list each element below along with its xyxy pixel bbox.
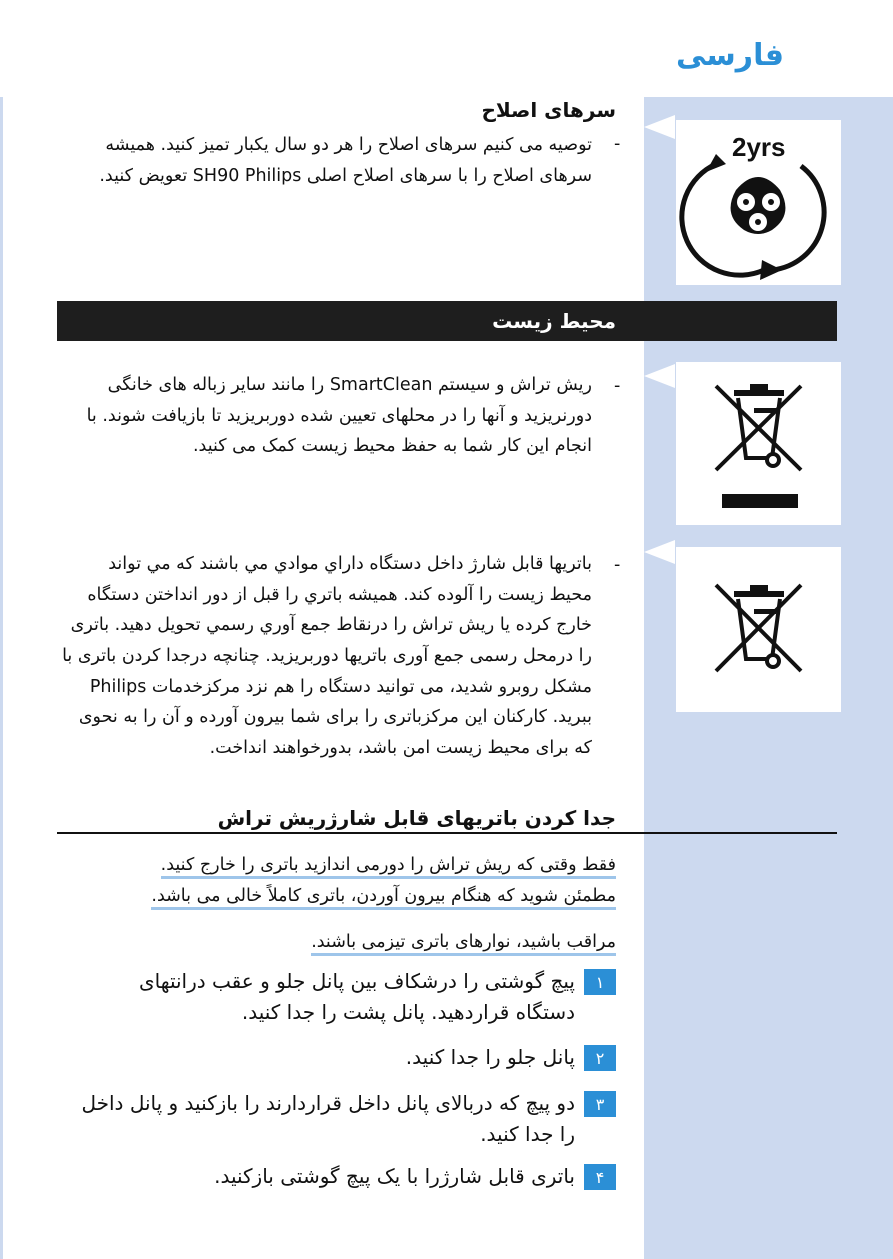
warning-text: مراقب باشید، نوارهای باتری تیزمی باشند. bbox=[311, 932, 616, 956]
pointer-arrow bbox=[644, 115, 675, 139]
warning-sharp-strips bbox=[56, 928, 616, 958]
weee-illustration-1 bbox=[676, 362, 841, 525]
years-label: 2yrs bbox=[732, 132, 786, 162]
step-text: باتری قابل شارژرا با یک پیچ گوشتی بازکنید. bbox=[214, 1164, 575, 1188]
replace-heads-illustration bbox=[676, 120, 841, 285]
heads-cycle-icon bbox=[676, 120, 841, 285]
environment-item-1: ریش تراش و سیستم SmartClean را مانند سایر زباله های خانگی دورنریزید و آنها را در محلهای تعیین شده دوربریزید تا بازیافت شوند. با انجام این کار شما به حفظ محیط زیست کمک می کنید. bbox=[86, 375, 592, 457]
step-text: پانل جلو را جدا کنید. bbox=[405, 1045, 575, 1069]
section-rule bbox=[57, 832, 837, 834]
step-number: ۴ bbox=[584, 1164, 616, 1190]
warning-remove-only-disposal bbox=[56, 851, 616, 881]
environment-header-bar bbox=[57, 301, 837, 341]
section-title-remove-batteries: جدا کردن باتریهای قابل شارژریش تراش bbox=[217, 806, 616, 830]
language-tab: فارسی bbox=[675, 38, 784, 73]
warning-battery-empty bbox=[56, 882, 616, 912]
bullet-dash: - bbox=[614, 555, 621, 575]
crossed-bin-icon bbox=[676, 547, 841, 712]
pointer-arrow bbox=[644, 540, 675, 564]
step-number: ۳ bbox=[584, 1091, 616, 1117]
step-text: دو پیچ که دربالای پانل داخل قراردارند را بازکنید و پانل داخل را جدا کنید. bbox=[81, 1091, 575, 1146]
step-number: ۱ bbox=[584, 969, 616, 995]
step-text: پیچ گوشتی را درشکاف بین پانل جلو و عقب درانتهای دستگاه قراردهید. پانل پشت را جدا کنید. bbox=[138, 969, 575, 1024]
bullet-dash: - bbox=[614, 134, 621, 154]
crossed-bin-icon bbox=[676, 362, 841, 525]
left-margin-bar bbox=[0, 97, 3, 1259]
warning-text: فقط وقتی که ریش تراش را دورمی اندازید باتری را خارج کنید. bbox=[161, 855, 616, 879]
shaving-heads-text: توصیه می کنیم سرهای اصلاح را هر دو سال یکبار تمیز کنید. همیشه سرهای اصلاح را با سرهای اصلاح اصلی SH90 Philips تعویض کنید. bbox=[99, 135, 592, 186]
step-number: ۲ bbox=[584, 1045, 616, 1071]
environment-item-2: باتریها قابل شارژ داخل دستگاه داراي موادي مي باشند که مي تواند محیط زیست را آلوده کند. همیشه باتري را قبل از دور انداختن دستگاه خارج کرده یا ریش تراش را درنقاط جمع آوري رسمي تحویل دهید. باتری را درمحل رسمی جمع آوری باتریها دوربریزید. چنانچه درجدا کردن باتری با مشکل روبرو شدید، می توانید دستگاه را هم نزد مرکزخدمات Philips ببرید. کارکنان این مرکزباتری را برای شما بیرون آورده و آن را به نحوی که برای محیط زیست امن باشد، بدورخواهند انداخت. bbox=[62, 554, 592, 758]
pointer-arrow bbox=[644, 364, 675, 388]
warning-text: مطمئن شوید که هنگام بیرون آوردن، باتری کاملاً خالی می باشد. bbox=[151, 886, 616, 910]
section-title-shaving-heads: سرهای اصلاح bbox=[481, 98, 616, 122]
weee-illustration-2 bbox=[676, 547, 841, 712]
section-title-environment: محیط زیست bbox=[492, 309, 616, 333]
bullet-dash: - bbox=[614, 376, 621, 396]
